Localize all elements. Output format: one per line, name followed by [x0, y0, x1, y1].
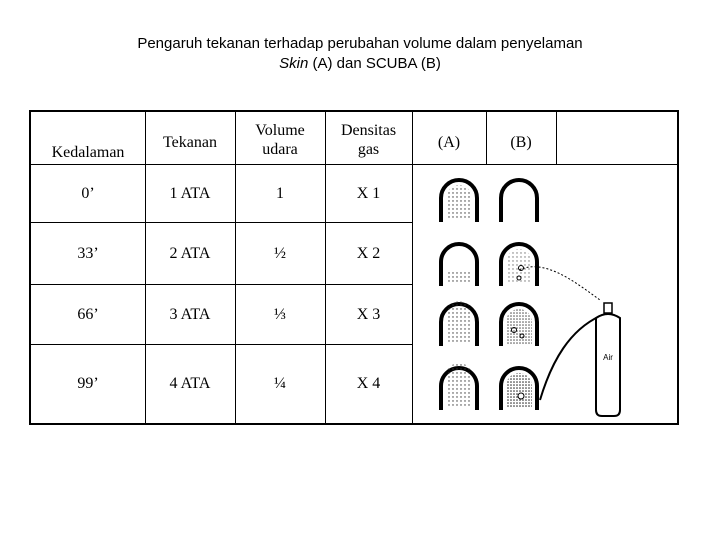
bell-a-3 [441, 301, 477, 346]
diving-illustration [384, 62, 634, 432]
row-3-density: X 3 [356, 305, 381, 323]
tank-label: Air [603, 353, 613, 362]
row-4-depth: 99’ [77, 375, 99, 392]
row-3-volume: ⅓ [274, 305, 286, 323]
bell-a-2 [441, 244, 477, 286]
title-line-1: Pengaruh tekanan terhadap perubahan volume dalam penyelaman [137, 35, 583, 52]
header-volume-line-2: udara [262, 141, 298, 158]
header-volume-line-1: Volume [255, 122, 305, 139]
header-density-line-2: gas [357, 141, 380, 158]
row-1-pressure: 1 ATA [169, 184, 211, 202]
row-2-density: X 2 [356, 244, 381, 262]
bell-b-1 [501, 180, 537, 222]
air-hose [540, 316, 600, 400]
row-1-density: X 1 [356, 184, 381, 202]
scuba-bells [501, 180, 537, 410]
row-4-pressure: 4 ATA [169, 375, 211, 392]
row-2-volume: ½ [274, 244, 286, 262]
row-3-depth: 66’ [77, 305, 99, 323]
header-col-a: (A) [437, 133, 461, 151]
title-line-2-rest: (A) dan SCUBA (B) [308, 55, 441, 72]
header-pressure: Tekanan [163, 133, 217, 151]
bell-a-1 [441, 180, 477, 222]
header-density-line-1: Densitas [340, 122, 397, 139]
bell-b-3 [501, 304, 537, 346]
row-2-depth: 33’ [77, 244, 99, 262]
row-1-depth: 0’ [81, 184, 95, 202]
row-3-pressure: 3 ATA [169, 305, 211, 323]
row-4-density: X 4 [356, 375, 381, 392]
air-tank [596, 303, 620, 416]
bell-b-4 [501, 368, 537, 410]
header-depth: Kedalaman [51, 143, 125, 161]
skin-diving-bells [441, 180, 477, 410]
header-volume [235, 118, 325, 162]
row-2-pressure: 2 ATA [169, 244, 211, 262]
header-col-b: (B) [510, 133, 532, 151]
row-1-volume: 1 [276, 184, 284, 202]
bell-b-2 [501, 244, 537, 286]
bell-a-4 [441, 363, 477, 410]
row-4-volume: ¼ [274, 375, 286, 392]
title-skin-word: Skin [279, 55, 309, 72]
